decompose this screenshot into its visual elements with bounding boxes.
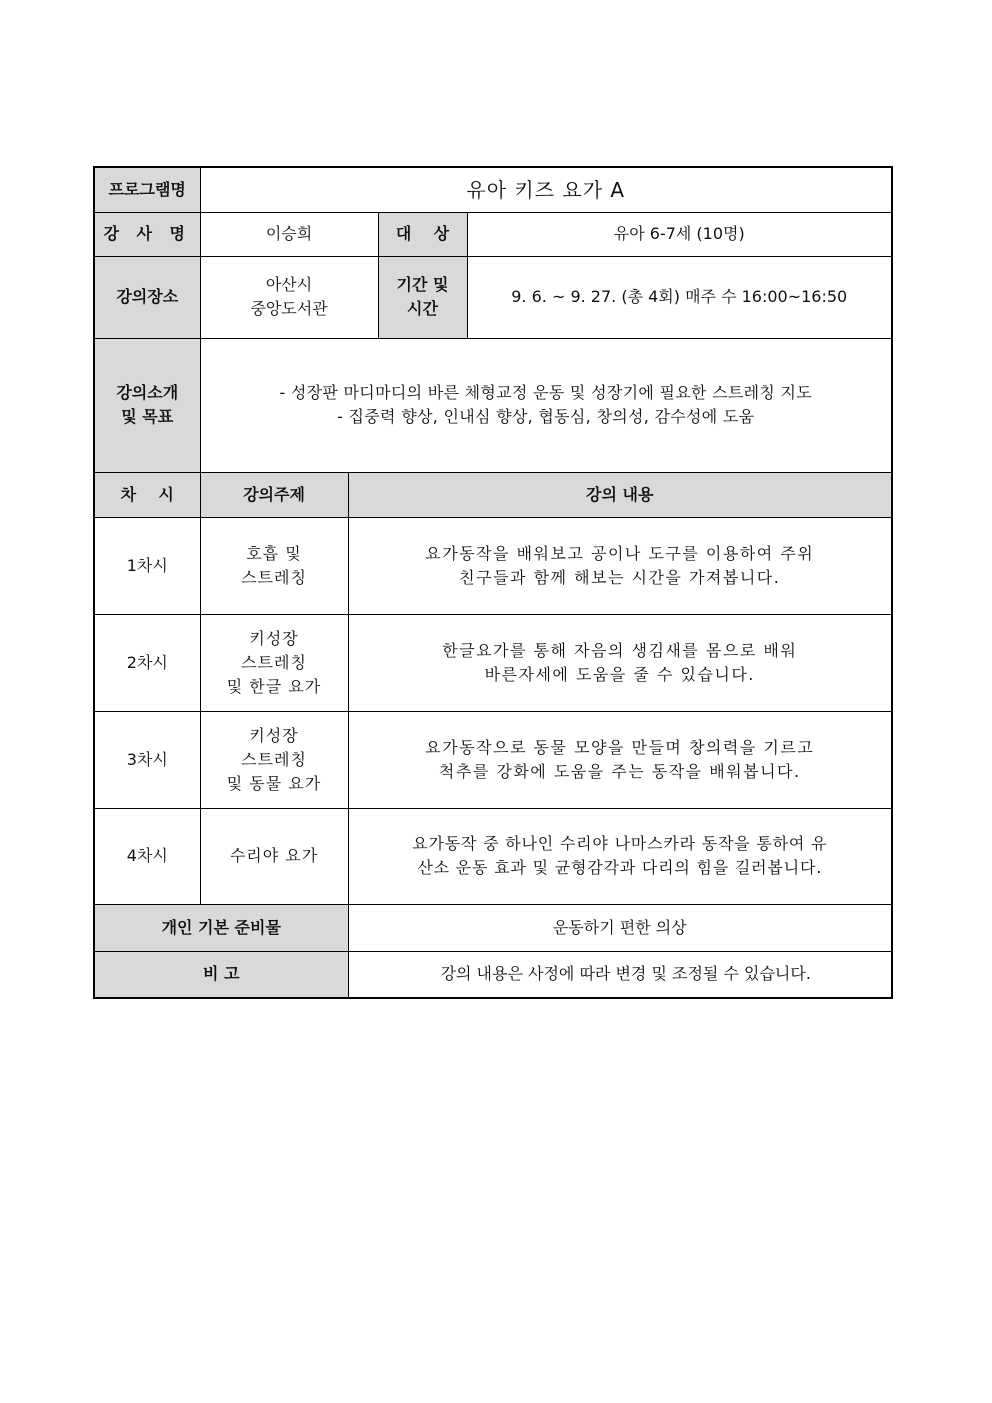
venue-value bbox=[200, 256, 378, 338]
content-cell bbox=[348, 711, 892, 808]
topic-line: 및 동물 요가 bbox=[226, 773, 322, 793]
content-line: 한글요가를 통해 자음의 생김새를 몸으로 배워 bbox=[442, 640, 798, 660]
content-line: 바른자세에 도움을 줄 수 있습니다. bbox=[484, 664, 755, 684]
intro-line: - 성장판 마디마디의 바른 체형교정 운동 및 성장기에 필요한 스트레칭 지도 bbox=[279, 383, 813, 402]
topic-cell bbox=[200, 517, 348, 614]
table-row bbox=[94, 517, 892, 614]
content-line: 척추를 강화에 도움을 주는 동작을 배워봅니다. bbox=[438, 761, 801, 781]
schedule-header-row bbox=[94, 472, 892, 517]
supplies-row bbox=[94, 904, 892, 951]
topic-line: 스트레칭 bbox=[241, 652, 307, 672]
topic-line: 키성장 bbox=[249, 628, 299, 648]
content-line: 요가동작을 배워보고 공이나 도구를 이용하여 주위 bbox=[425, 543, 815, 563]
remarks-row bbox=[94, 951, 892, 998]
intro-line: - 집중력 향상, 인내심 향상, 협동심, 창의성, 감수성에 도움 bbox=[337, 407, 755, 426]
content-column-header: 강의 내용 bbox=[348, 472, 892, 517]
topic-line: 스트레칭 bbox=[241, 567, 307, 587]
topic-cell bbox=[200, 711, 348, 808]
supplies-label: 개인 기본 준비물 bbox=[94, 904, 348, 951]
topic-line: 및 한글 요가 bbox=[226, 676, 322, 696]
topic-column-header: 강의주제 bbox=[200, 472, 348, 517]
venue-row bbox=[94, 256, 892, 338]
intro-text bbox=[200, 338, 892, 472]
period-label bbox=[378, 256, 467, 338]
program-value: 유아 키즈 요가 A bbox=[200, 167, 892, 212]
topic-line: 키성장 bbox=[249, 725, 299, 745]
content-line: 산소 운동 효과 및 균형감각과 다리의 힘을 길러봅니다. bbox=[417, 858, 823, 877]
content-cell bbox=[348, 808, 892, 904]
table-row bbox=[94, 614, 892, 711]
topic-line: 수리야 요가 bbox=[229, 846, 319, 865]
period-label-line: 시간 bbox=[407, 299, 438, 318]
intro-label-line: 및 목표 bbox=[121, 407, 174, 426]
supplies-value: 운동하기 편한 의상 bbox=[348, 904, 892, 951]
venue-line: 중앙도서관 bbox=[250, 299, 328, 318]
intro-label-line: 강의소개 bbox=[116, 383, 179, 402]
session-cell: 2차시 bbox=[94, 614, 200, 711]
target-value: 유아 6-7세 (10명) bbox=[467, 212, 892, 256]
content-cell bbox=[348, 614, 892, 711]
program-row bbox=[94, 167, 892, 212]
period-value: 9. 6. ~ 9. 27. (총 4회) 매주 수 16:00~16:50 bbox=[467, 256, 892, 338]
table-row bbox=[94, 808, 892, 904]
program-table bbox=[93, 166, 893, 999]
topic-cell bbox=[200, 614, 348, 711]
period-label-line: 기간 및 bbox=[396, 275, 449, 294]
instructor-label: 강 사 명 bbox=[94, 212, 200, 256]
remarks-value: 강의 내용은 사정에 따라 변경 및 조정될 수 있습니다. bbox=[348, 951, 892, 998]
target-label: 대 상 bbox=[378, 212, 467, 256]
remarks-label: 비 고 bbox=[94, 951, 348, 998]
venue-line: 아산시 bbox=[265, 275, 313, 294]
session-column-header: 차 시 bbox=[94, 472, 200, 517]
content-line: 친구들과 함께 해보는 시간을 가져봅니다. bbox=[459, 567, 781, 587]
session-cell: 3차시 bbox=[94, 711, 200, 808]
intro-row bbox=[94, 338, 892, 472]
intro-label bbox=[94, 338, 200, 472]
content-cell bbox=[348, 517, 892, 614]
instructor-row bbox=[94, 212, 892, 256]
venue-label: 강의장소 bbox=[94, 256, 200, 338]
content-line: 요가동작으로 동물 모양을 만들며 창의력을 기르고 bbox=[425, 737, 815, 757]
session-cell: 4차시 bbox=[94, 808, 200, 904]
instructor-value: 이승희 bbox=[200, 212, 378, 256]
table-row bbox=[94, 711, 892, 808]
topic-cell bbox=[200, 808, 348, 904]
session-cell: 1차시 bbox=[94, 517, 200, 614]
topic-line: 호흡 및 bbox=[246, 543, 302, 563]
program-label: 프로그램명 bbox=[94, 167, 200, 212]
topic-line: 스트레칭 bbox=[241, 749, 307, 769]
content-line: 요가동작 중 하나인 수리야 나마스카라 동작을 통하여 유 bbox=[412, 834, 828, 853]
